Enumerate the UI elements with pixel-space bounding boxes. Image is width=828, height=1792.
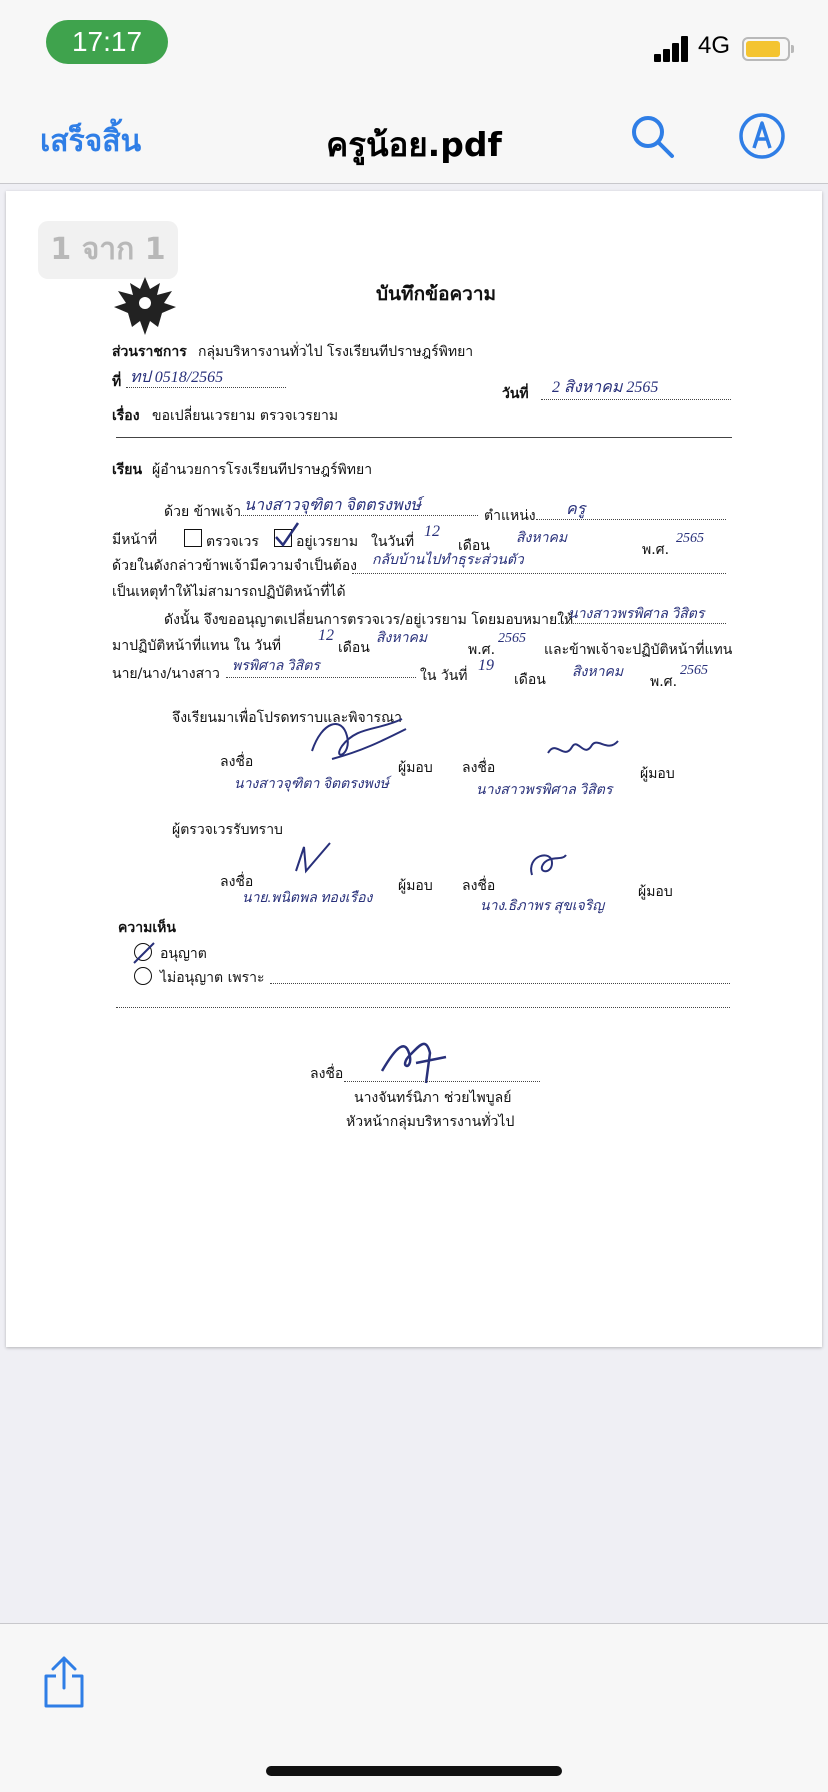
date-value: 2 สิงหาคม 2565: [552, 379, 659, 396]
ref-value: ทป 0518/2565: [130, 369, 224, 386]
ref-label: ที่: [112, 374, 122, 390]
share-icon[interactable]: [40, 1654, 88, 1710]
bottom-toolbar: [0, 1623, 828, 1792]
duty-opt2: อยู่เวรยาม: [296, 534, 359, 550]
p1-position-line: [536, 519, 726, 520]
p2-year: 2565: [498, 631, 526, 646]
date-label: วันที่: [502, 386, 529, 402]
sig4-name: นาง.ธิภาพร สุขเจริญ: [480, 899, 605, 914]
approve-option: อนุญาต: [160, 946, 207, 962]
reason-label: ด้วยในดังกล่าวข้าพเจ้ามีความจำเป็นต้อง: [112, 558, 357, 574]
p1-position-label: ตำแหน่ง: [484, 508, 536, 524]
p2-line3: นาย/นาง/นางสาว: [112, 666, 220, 682]
p2-name2: พรพิศาล วิสิตร: [232, 659, 320, 674]
duty-label: มีหน้าที่: [112, 532, 158, 548]
signature-1: [302, 711, 412, 771]
approve-mark-icon: [130, 939, 158, 967]
p2-on-day-label: ใน วันที่: [420, 668, 468, 684]
garuda-emblem-icon: [110, 273, 180, 339]
year-label: พ.ศ.: [642, 542, 670, 558]
subject-value: ขอเปลี่ยนเวรยาม ตรวจเวรยาม: [152, 408, 339, 424]
home-indicator[interactable]: [266, 1766, 562, 1776]
page-indicator: 1 จาก 1: [38, 221, 178, 279]
pdf-page[interactable]: [6, 191, 822, 1347]
assignor-label-1: ผู้มอบ: [398, 760, 433, 776]
status-bar: [0, 0, 828, 88]
p2-day: 12: [318, 627, 334, 644]
inspector-heading: ผู้ตรวจเวรรับทราบ: [172, 822, 283, 838]
sign-label-2: ลงชื่อ: [462, 760, 496, 776]
p2-name2-line: [226, 677, 416, 678]
opinion-heading: ความเห็น: [118, 920, 176, 936]
signature-4: [522, 845, 572, 885]
p2-line2: มาปฏิบัติหน้าที่แทน ใน วันที่: [112, 638, 282, 654]
p2-year-label2: พ.ศ.: [650, 674, 678, 690]
nav-bar: [0, 88, 828, 184]
p2-name: นางสาวพรพิศาล วิสิตร: [568, 607, 705, 622]
divider-line: [116, 437, 732, 438]
final-signer: นางจันทร์นิภา ช่วยไพบูลย์: [354, 1090, 512, 1106]
sign-label-4: ลงชื่อ: [462, 878, 496, 894]
agency-value: กลุ่มบริหารงานทั่วไป โรงเรียนทีปราษฎร์พิทยา: [198, 344, 474, 360]
signal-icon: [654, 36, 690, 62]
document-viewer[interactable]: [0, 185, 828, 1623]
p2-promise: และข้าพเจ้าจะปฏิบัติหน้าที่แทน: [544, 642, 733, 658]
on-date-label: ในวันที่: [371, 534, 415, 550]
date-dotted-line: [541, 399, 731, 400]
p1-position: ครู: [566, 501, 586, 518]
p1-intro: ด้วย ข้าพเจ้า: [164, 504, 242, 520]
file-title: ครูน้อย.pdf: [326, 125, 502, 164]
p1-end: เป็นเหตุทำให้ไม่สามารถปฏิบัติหน้าที่ได้: [112, 584, 346, 600]
reason-line: [352, 573, 726, 574]
signature-2: [542, 731, 622, 771]
assignor-label-4: ผู้มอบ: [638, 884, 673, 900]
p2-month-label: เดือน: [338, 640, 370, 656]
sign-label-3: ลงชื่อ: [220, 874, 254, 890]
sign-label-1: ลงชื่อ: [220, 754, 254, 770]
p2-month-label2: เดือน: [514, 672, 546, 688]
p2-intro: ดังนั้น จึงขออนุญาตเปลี่ยนการตรวจเวร/อยู่เวรยาม โดยมอบหมายให้: [164, 612, 574, 628]
ref-dotted-line: [126, 387, 286, 388]
signature-final: [376, 1027, 456, 1087]
sig1-name: นางสาวจุฑิตา จิตตรงพงษ์: [234, 777, 389, 792]
sig3-name: นาย.พนิตพล ทองเรือง: [242, 891, 373, 906]
p2-month2: สิงหาคม: [572, 665, 624, 680]
done-button[interactable]: เสร็จสิ้น: [40, 124, 142, 159]
subject-label: เรื่อง: [112, 408, 140, 424]
markup-icon[interactable]: [738, 112, 786, 160]
deny-reason-line: [270, 983, 730, 984]
p1-name: นางสาวจุฑิตา จิตตรงพงษ์: [244, 497, 421, 514]
sig2-name: นางสาวพรพิศาล วิสิตร: [476, 783, 613, 798]
reason-value: กลับบ้านไปทำธุระส่วนตัว: [372, 553, 524, 568]
p2-month: สิงหาคม: [376, 631, 428, 646]
p2-year2: 2565: [680, 663, 708, 678]
network-type: 4G: [698, 32, 731, 59]
assignor-label-2: ผู้มอบ: [640, 766, 675, 782]
final-sign-line: [344, 1081, 540, 1082]
on-year: 2565: [676, 531, 704, 546]
duty-opt1: ตรวจเวร: [206, 534, 259, 550]
signature-3: [290, 841, 340, 881]
status-time: 17:17: [46, 20, 168, 64]
deny-option: ไม่อนุญาต เพราะ: [160, 970, 265, 986]
p2-year-label: พ.ศ.: [468, 642, 496, 658]
memo-heading: บันทึกข้อความ: [376, 283, 497, 305]
agency-label: ส่วนราชการ: [112, 344, 187, 360]
p2-day2: 19: [478, 657, 494, 674]
final-title: หัวหน้ากลุ่มบริหารงานทั่วไป: [346, 1114, 515, 1130]
deny-reason-line-2: [116, 1007, 730, 1008]
to-label: เรียน: [112, 462, 143, 478]
search-icon[interactable]: [628, 112, 676, 160]
assignor-label-3: ผู้มอบ: [398, 878, 433, 894]
radio-deny: [134, 967, 152, 985]
on-month: สิงหาคม: [516, 531, 568, 546]
month-label: เดือน: [458, 538, 490, 554]
sign-label-final: ลงชื่อ: [310, 1066, 344, 1082]
p2-name-line: [558, 623, 726, 624]
battery-icon: [742, 37, 790, 61]
on-day: 12: [424, 523, 440, 540]
checkbox-inspect: [184, 529, 202, 547]
p1-name-line: [238, 515, 478, 516]
to-value: ผู้อำนวยการโรงเรียนทีปราษฎร์พิทยา: [152, 462, 373, 478]
closing-line: จึงเรียนมาเพื่อโปรดทราบและพิจารณา: [172, 710, 402, 726]
